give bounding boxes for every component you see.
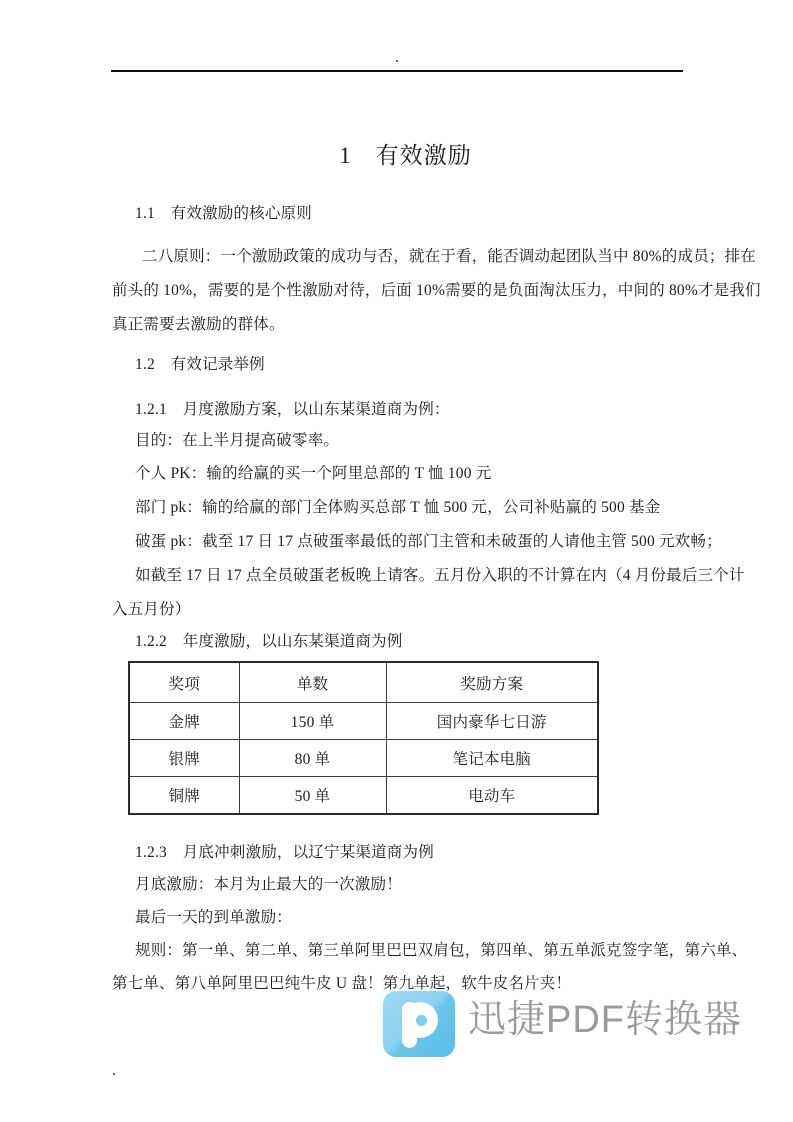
table-cell: 80 单: [239, 740, 386, 777]
table-cell: 50 单: [239, 777, 386, 815]
paragraph-line: 破蛋 pk：截至 17 日 17 点破蛋率最低的部门主管和未破蛋的人请他主管 500 元欢畅；: [135, 533, 722, 550]
table-row: [129, 740, 598, 777]
paragraph-line: 目的：在上半月提高破零率。: [135, 432, 340, 449]
table-cell: 国内豪华七日游: [386, 703, 598, 740]
paragraph-line: 最后一天的到单激励：: [135, 909, 293, 926]
paragraph-line: 如截至 17 日 17 点全员破蛋老板晚上请客。五月份入职的不计算在内（4 月份最后三个计: [135, 567, 745, 584]
table-header-cell: 奖项: [129, 662, 239, 703]
heading-1-2-3: 1.2.3 月底冲刺激励，以辽宁某渠道商为例: [135, 844, 434, 861]
pdf-converter-logo-icon: [383, 991, 455, 1057]
header-rule: [111, 70, 683, 72]
heading-1-1: 1.1 有效激励的核心原则: [135, 205, 312, 222]
footer-dot-mark: .: [112, 1062, 116, 1079]
table-header-row: [129, 662, 598, 703]
header-dot-mark: .: [395, 49, 399, 66]
paragraph-line: 入五月份）: [112, 601, 191, 618]
logo-p-counter: [416, 1015, 427, 1026]
heading-1-2-1: 1.2.1 月度激励方案，以山东某渠道商为例：: [135, 401, 450, 418]
table-cell: 电动车: [386, 777, 598, 815]
annual-incentive-table: [128, 661, 599, 815]
table-cell: 铜牌: [129, 777, 239, 815]
paragraph-line: 月底激励：本月为止最大的一次激励！: [135, 876, 402, 893]
paragraph-line: 部门 pk：输的给赢的部门全体购买总部 T 恤 500 元，公司补贴赢的 500 基金: [135, 499, 661, 516]
paragraph-line: 真正需要去激励的群体。: [112, 316, 285, 333]
watermark-text: 迅捷PDF转换器: [468, 999, 743, 1041]
paragraph-line: 规则：第一单、第二单、第三单阿里巴巴双肩包，第四单、第五单派克签字笔，第六单、: [135, 942, 748, 959]
paragraph-line: 第七单、第八单阿里巴巴纯牛皮 U 盘！第九单起，软牛皮名片夹！: [112, 975, 572, 992]
paragraph-line: 个人 PK：输的给赢的买一个阿里总部的 T 恤 100 元: [135, 465, 492, 482]
table-row: [129, 777, 598, 815]
heading-1-2-2: 1.2.2 年度激励，以山东某渠道商为例: [135, 633, 403, 650]
paragraph-line: 二八原则：一个激励政策的成功与否，就在于看，能否调动起团队当中 80%的成员；排在: [142, 248, 756, 265]
table-header-cell: 单数: [239, 662, 386, 703]
table-header-cell: 奖励方案: [386, 662, 598, 703]
paragraph-line: 前头的 10%，需要的是个性激励对待，后面 10%需要的是负面淘汰压力，中间的 80%才是我们: [112, 282, 761, 299]
table-cell: 150 单: [239, 703, 386, 740]
page-title: 1 有效激励: [339, 143, 472, 168]
logo-p-stem: [402, 1002, 417, 1048]
table-cell: 笔记本电脑: [386, 740, 598, 777]
heading-1-2: 1.2 有效记录举例: [135, 356, 265, 373]
table-cell: 银牌: [129, 740, 239, 777]
table-row: [129, 703, 598, 740]
table-cell: 金牌: [129, 703, 239, 740]
